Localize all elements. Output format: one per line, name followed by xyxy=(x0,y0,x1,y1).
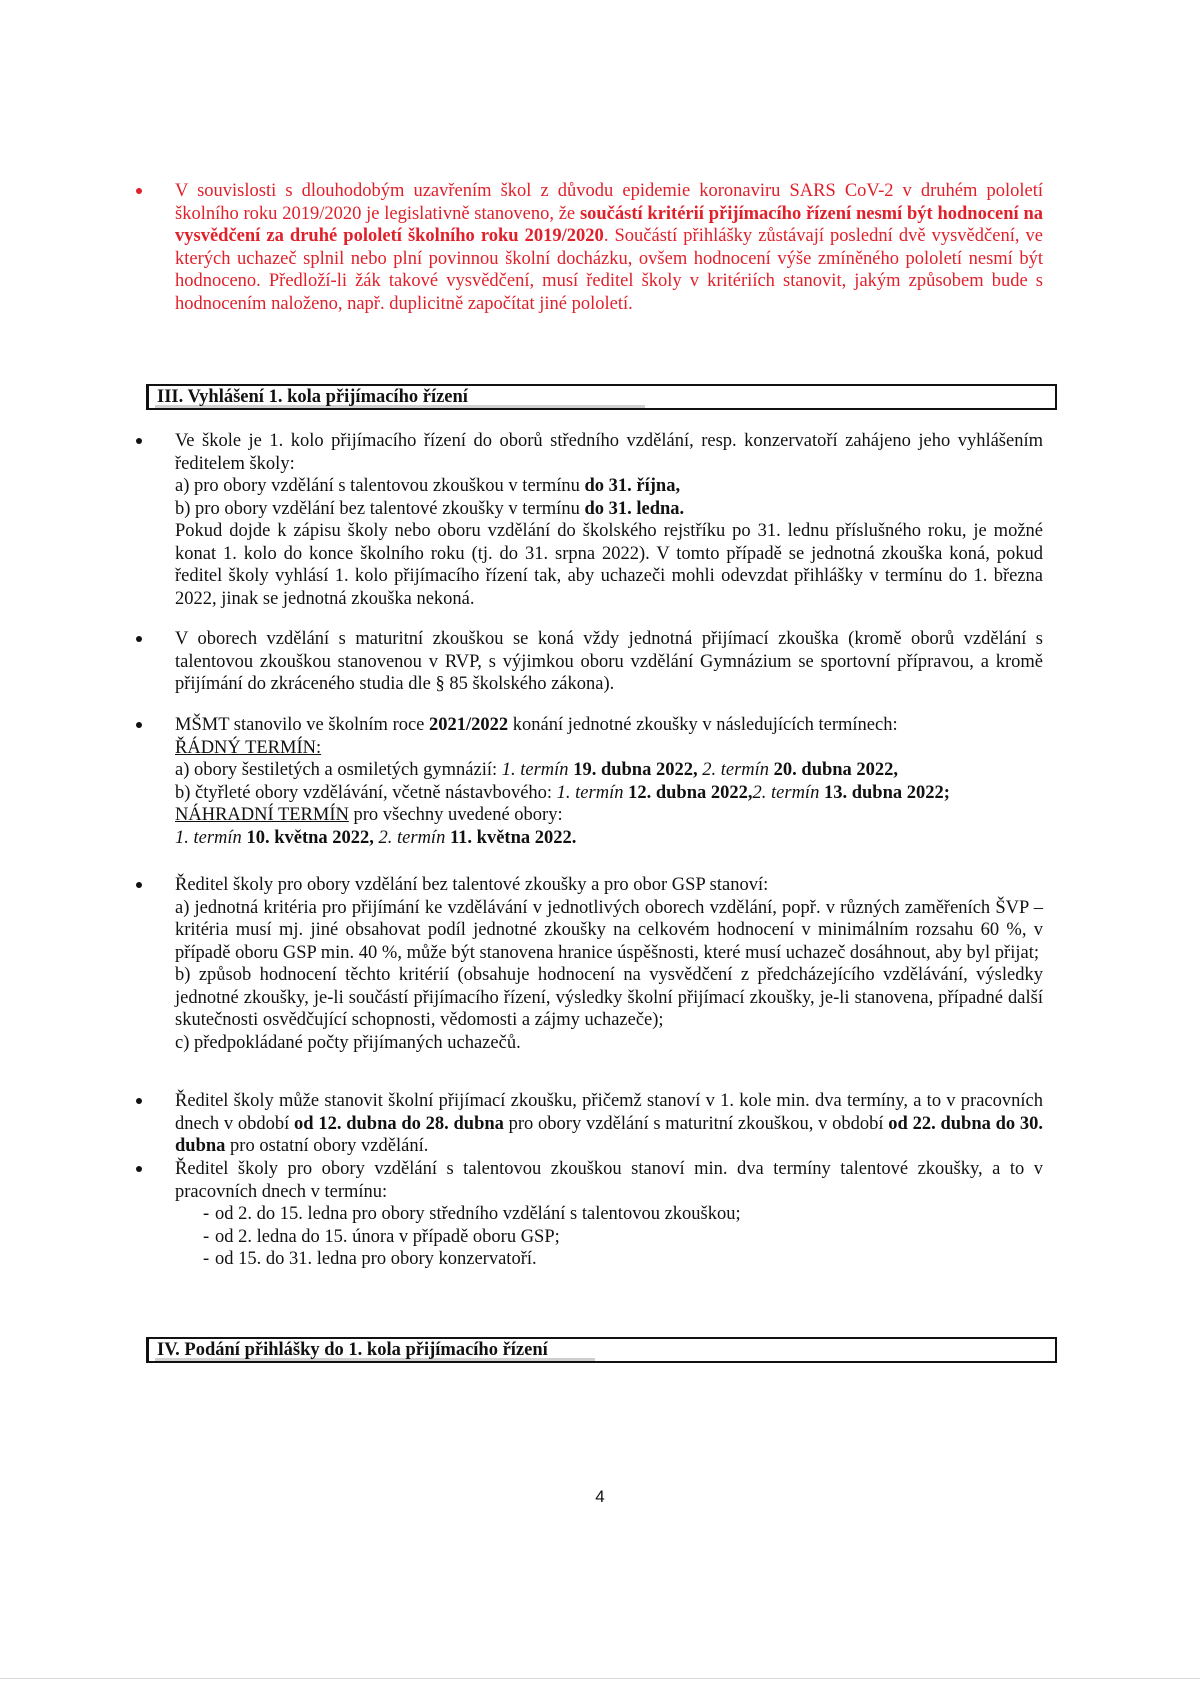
announcement-intro: Ve škole je 1. kolo přijímacího řízení do oborů středního vzdělání, resp. konzervatoří zahájeno jeho vyhlášením ředitelem školy: xyxy=(175,431,1043,474)
exam-dates-intro-end: konání jednotné zkoušky v následujících termínech: xyxy=(508,715,898,735)
school-exam-period-2: od 22. dubna do 30. dubna xyxy=(175,1113,1044,1156)
bullet-school-exam xyxy=(148,1090,1043,1158)
section-4-title: IV. Podání přihlášky do 1. kola přijímacího řízení xyxy=(157,1340,548,1360)
talent-exam-date-1: od 2. do 15. ledna pro obory středního vzdělání s talentovou zkouškou; xyxy=(215,1204,741,1224)
option-a-text: a) pro obory vzdělání s talentovou zkouškou v termínu xyxy=(175,476,585,496)
bullet-dot xyxy=(136,882,142,888)
talent-exam-date-3: od 15. do 31. ledna pro obory konzervatoří. xyxy=(215,1249,537,1269)
term-2-date: 20. dubna 2022, xyxy=(769,760,899,780)
criteria-b: b) způsob hodnocení těchto kritérií (obsahuje hodnocení na vysvědčení z předcházejícího vzdělávání, výsledky jednotné zkoušky, je-li součástí přijímacího řízení, výsledky školní přijímací zkoušky, je-li stanovena, případné další skutečnosti osvědčující schopnosti, vědomosti a zájmy uchazeče); xyxy=(175,965,1043,1030)
school-year: 2021/2022 xyxy=(429,715,509,735)
section-3-title: III. Vyhlášení 1. kola přijímacího řízení xyxy=(157,387,468,407)
bullet-dot xyxy=(136,1098,142,1104)
criteria-c: c) předpokládané počty přijímaných uchazečů. xyxy=(175,1032,521,1053)
dash-item xyxy=(175,1226,1043,1249)
covid-note-text-1: V souvislosti s dlouhodobým uzavřením škol z důvodu epidemie koronaviru SARS CoV-2 v druhém pololetí školního roku 2019/2020 je legislativně stanoveno, že xyxy=(175,181,1043,224)
bullet-criteria xyxy=(148,874,1043,1054)
gymnasium-dates-label: a) obory šestiletých a osmiletých gymnázií: xyxy=(175,760,502,780)
criteria-intro: Ředitel školy pro obory vzdělání bez talentové zkoušky a pro obor GSP stanoví: xyxy=(175,875,769,895)
term-1-label: 1. termín xyxy=(175,827,242,848)
school-exam-text-1: Ředitel školy může stanovit školní přijímací zkoušku, přičemž stanoví v 1. kole min. dva termíny, a to v pracovních dnech v období xyxy=(175,1091,1043,1134)
term-2-date: 11. května 2022. xyxy=(445,827,577,848)
term-2-label: 2. termín xyxy=(697,760,770,780)
bullet-maturity-exam xyxy=(148,628,1043,696)
section-3-header xyxy=(146,384,1057,410)
term-2-label: 2. termín xyxy=(373,827,446,848)
term-2-date: 13. dubna 2022; xyxy=(819,782,950,803)
backup-term-label: NÁHRADNÍ TERMÍN xyxy=(175,805,349,825)
school-exam-text-3: pro ostatní obory vzdělání. xyxy=(225,1136,429,1156)
four-year-dates-label: b) čtyřleté obory vzdělávání, včetně nástavbového: xyxy=(175,782,557,803)
bullet-exam-dates xyxy=(148,714,1043,849)
bullet-dot xyxy=(136,722,142,728)
bullet-round-announcement xyxy=(148,430,1043,610)
term-2-label: 2. termín xyxy=(752,782,820,803)
scan-edge-line xyxy=(0,1678,1200,1679)
exam-dates-intro: MŠMT stanovilo ve školním roce xyxy=(175,715,430,735)
section-4-header xyxy=(146,1337,1057,1363)
bullet-dot xyxy=(136,1166,142,1172)
option-b-text: b) pro obory vzdělání bez talentové zkoušky v termínu xyxy=(175,498,585,519)
option-b-date: do 31. ledna. xyxy=(584,498,685,519)
page-number: 4 xyxy=(595,1487,605,1506)
talent-exam-date-2: od 2. ledna do 15. února v případě oboru GSP; xyxy=(215,1226,560,1247)
regular-term-label: ŘÁDNÝ TERMÍN: xyxy=(175,737,322,758)
maturity-exam-text: V oborech vzdělání s maturitní zkouškou se koná vždy jednotná přijímací zkouška (kromě oborů vzdělání s talentovou zkouškou stanovenou v RVP, s výjimkou oboru vzdělání Gymnázium se sportovní přípravou, a kromě přijímání do zkráceného studia dle § 85 školského zákona). xyxy=(175,629,1043,694)
bullet-dot xyxy=(136,438,142,444)
bullet-dot xyxy=(136,636,142,642)
dash-mark: - xyxy=(203,1226,210,1247)
dash-mark: - xyxy=(203,1249,210,1269)
dash-item xyxy=(175,1203,1043,1226)
late-registration-paragraph: Pokud dojde k zápisu školy nebo oboru vzdělání do školského rejstříku po 31. lednu příslušného roku, je možné konat 1. kolo do konce školního roku (tj. do 31. srpna 2022). V tomto případě se jednotná zkouška koná, pokud ředitel školy vyhlásí 1. kolo přijímacího řízení tak, aby uchazeči mohli odevzdat přihlášky v termínu do 1. března 2022, jinak se jednotná zkouška nekoná. xyxy=(175,521,1043,609)
option-a-date: do 31. října, xyxy=(584,476,681,496)
covid-note xyxy=(148,180,1043,315)
bullet-dot xyxy=(136,188,142,194)
school-exam-text-2: pro obory vzdělání s maturitní zkouškou, v období xyxy=(503,1113,889,1134)
term-1-label: 1. termín xyxy=(501,760,569,780)
backup-term-rest: pro všechny uvedené obory: xyxy=(348,805,563,825)
term-1-label: 1. termín xyxy=(556,782,624,803)
covid-note-text-2: . Součástí přihlášky zůstávají poslední dvě vysvědčení, ve kterých uchazeč splnil nebo plní povinnou školní docházku, ovšem hodnocení výše zmíněného pololetí nesmí být hodnoceno. Předloží-li žák takové vysvědčení, musí ředitel školy v kritériích stanovit, jakým způsobem bude s hodnocením naloženo, např. duplicitně započítat jiné pololetí. xyxy=(175,226,1043,314)
talent-exam-intro: Ředitel školy pro obory vzdělání s talentovou zkouškou stanoví min. dva termíny talentové zkoušky, a to v pracovních dnech v termínu: xyxy=(175,1159,1043,1202)
covid-note-bold: součástí kritérií přijímacího řízení nesmí být hodnocení na vysvědčení za druhé pololetí školního roku 2019/2020 xyxy=(175,203,1043,246)
term-1-date: 19. dubna 2022, xyxy=(568,760,698,780)
term-1-date: 10. května 2022, xyxy=(241,827,374,848)
school-exam-period-1: od 12. dubna do 28. dubna xyxy=(294,1113,504,1134)
dash-item xyxy=(175,1248,1043,1271)
term-1-date: 12. dubna 2022, xyxy=(623,782,753,803)
dash-mark: - xyxy=(203,1204,210,1224)
criteria-a: a) jednotná kritéria pro přijímání ke vzdělávání v jednotlivých oborech vzdělání, popř. v různých zaměřeních ŠVP – kritéria musí mj. jiné obsahovat podíl jednotné zkoušky na celkovém hodnocení v minimálním rozsahu 60 %, v případě oboru GSP min. 40 %, může být stanovena hranice úspěšnosti, které musí uchazeč dosáhnout, aby byl přijat; xyxy=(175,897,1043,963)
bullet-talent-exam xyxy=(148,1158,1043,1271)
